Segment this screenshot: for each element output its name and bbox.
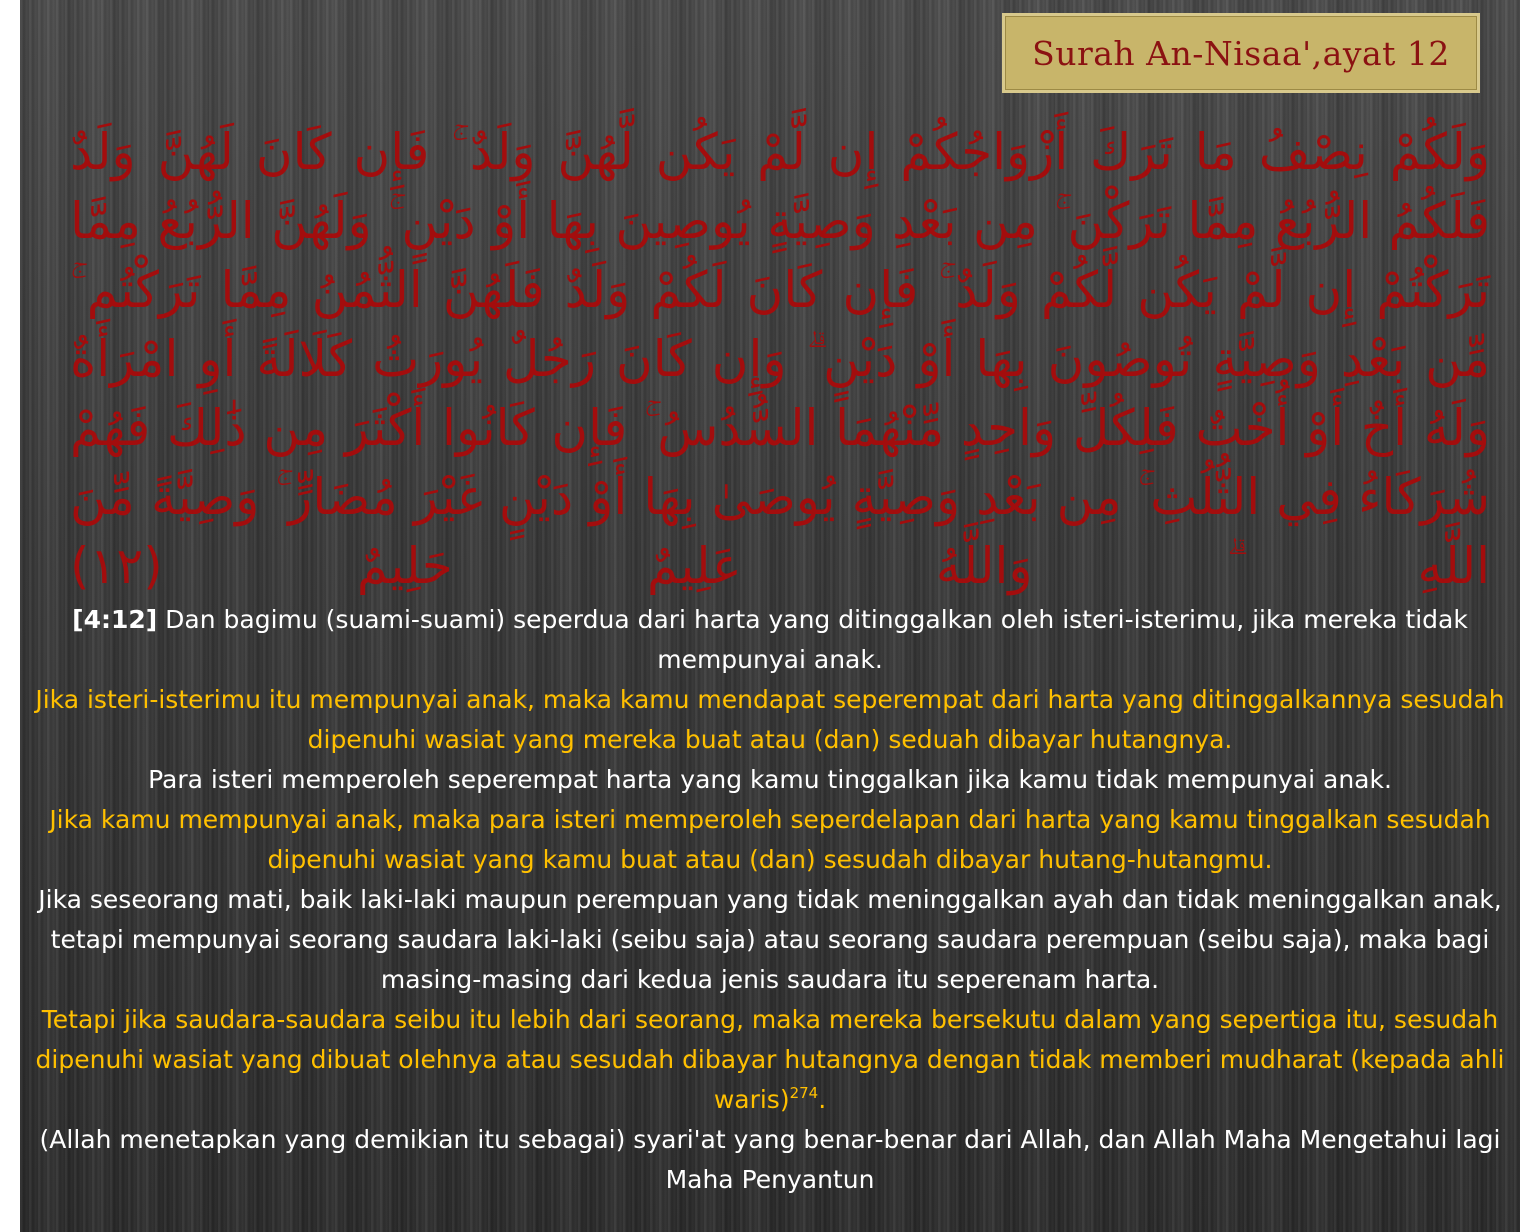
translation-text-6-end: . bbox=[818, 1085, 827, 1114]
translation-paragraph-2: Jika isteri-isterimu itu mempunyai anak, maka kamu mendapat seperempat dari harta yang ditinggalkannya sesudah dipenuhi wasiat yang mereka buat atau (dan) seduah dibayar hutangnya. bbox=[35, 685, 1505, 754]
translation-paragraph-7: (Allah menetapkan yang demikian itu sebagai) syari'at yang benar-benar dari Allah, dan Allah Maha Mengetahui lagi Maha Penyantun bbox=[39, 1125, 1501, 1194]
translation-block bbox=[30, 600, 1510, 1200]
translation-paragraph-3: Para isteri memperoleh seperempat harta yang kamu tinggalkan jika kamu tidak mempunyai anak. bbox=[148, 765, 1392, 794]
translation-paragraph-5: Jika seseorang mati, baik laki-laki maupun perempuan yang tidak meninggalkan ayah dan tidak meninggalkan anak, tetapi mempunyai seorang saudara laki-laki (seibu saja) atau seorang saudara perempuan (seibu saja), maka bagi masing-masing dari kedua jenis saudara itu seperenam harta. bbox=[38, 885, 1502, 994]
footnote-marker: 274 bbox=[789, 1084, 819, 1102]
translation-text-1: Dan bagimu (suami-suami) seperdua dari harta yang ditinggalkan oleh isteri-isterimu, jika mereka tidak mempunyai anak. bbox=[165, 605, 1468, 674]
verse-reference: [4:12] bbox=[72, 605, 158, 634]
title-box bbox=[1002, 13, 1480, 93]
surah-title: Surah An-Nisaa',ayat 12 bbox=[1032, 33, 1450, 73]
translation-paragraph-6 bbox=[30, 1000, 1510, 1120]
arabic-verse: وَلَكُمْ نِصْفُ مَا تَرَكَ أَزْوَاجُكُمْ إِن لَّمْ يَكُن لَّهُنَّ وَلَدٌ ۚ فَإِن كَانَ لَهُنَّ وَلَدٌ فَلَكُمُ الرُّبُعُ مِمَّا تَرَكْنَ ۚ مِن بَعْدِ وَصِيَّةٍ يُوصِينَ بِهَا أَوْ دَيْنٍ ۚ وَلَهُنَّ الرُّبُعُ مِمَّا تَرَكْتُمْ إِن لَّمْ يَكُن لَّكُمْ وَلَدٌ ۚ فَإِن كَانَ لَكُمْ وَلَدٌ فَلَهُنَّ الثُّمُنُ مِمَّا تَرَكْتُم ۚ مِّن بَعْدِ وَصِيَّةٍ تُوصُونَ بِهَا أَوْ دَيْنٍ ۗ وَإِن كَانَ رَجُلٌ يُورَثُ كَلَالَةً أَوِ امْرَأَةٌ وَلَهُ أَخٌ أَوْ أُخْتٌ فَلِكُلِّ وَاحِدٍ مِّنْهُمَا السُّدُسُ ۚ فَإِن كَانُوا أَكْثَرَ مِن ذَٰلِكَ فَهُمْ شُرَكَاءُ فِي الثُّلُثِ ۚ مِن بَعْدِ وَصِيَّةٍ يُوصَىٰ بِهَا أَوْ دَيْنٍ غَيْرَ مُضَارٍّ ۚ وَصِيَّةً مِّنَ اللَّهِ ۗ وَاللَّهُ عَلِيمٌ حَلِيمٌ (١٢) bbox=[70, 123, 1490, 595]
translation-paragraph-4: Jika kamu mempunyai anak, maka para isteri memperoleh seperdelapan dari harta yang kamu tinggalkan sesudah dipenuhi wasiat yang kamu buat atau (dan) sesudah dibayar hutang-hutangmu. bbox=[49, 805, 1491, 874]
translation-paragraph-1 bbox=[30, 600, 1510, 680]
translation-text-6: Tetapi jika saudara-saudara seibu itu lebih dari seorang, maka mereka bersekutu dalam yang sepertiga itu, sesudah dipenuhi wasiat yang dibuat olehnya atau sesudah dibayar hutangnya dengan tidak memberi mudharat (kepada ahli waris) bbox=[35, 1005, 1505, 1114]
slide-background bbox=[20, 0, 1520, 1232]
